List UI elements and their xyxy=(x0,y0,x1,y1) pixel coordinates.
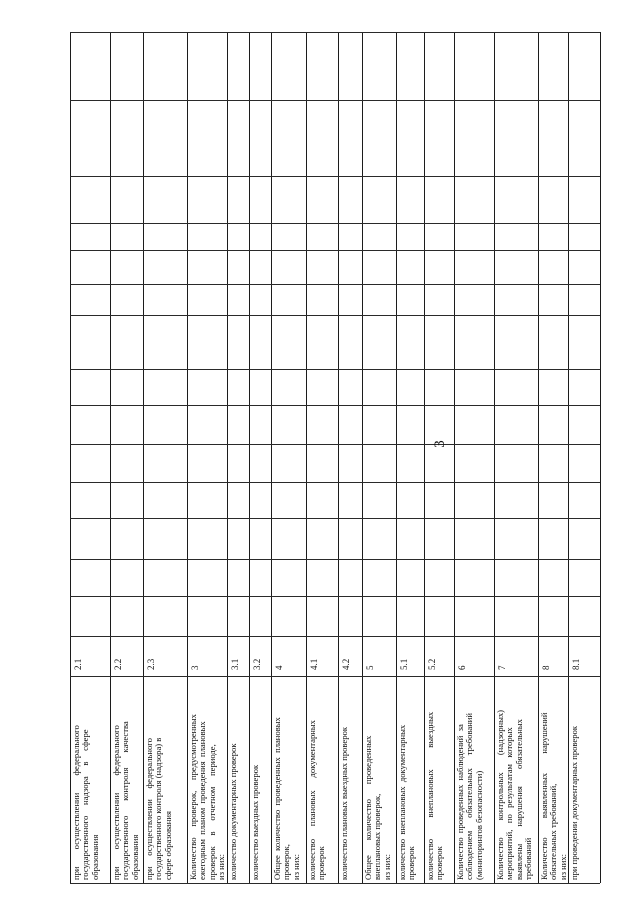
row-number: 3 xyxy=(190,665,200,670)
row-label-line: Количество проверок, предусмотренных xyxy=(188,714,198,880)
table-row-border xyxy=(249,32,250,883)
row-label-line: мероприятий, по результатам которых xyxy=(504,727,515,880)
row-label xyxy=(273,679,305,880)
row-label xyxy=(456,679,493,880)
row-label-line: (мониторингов безопасности) xyxy=(473,770,484,880)
table-column-border xyxy=(70,250,600,251)
row-label xyxy=(229,679,248,880)
table-column-border xyxy=(70,518,600,519)
row-label xyxy=(398,679,423,880)
table-column-border xyxy=(70,284,600,285)
row-label xyxy=(340,679,361,880)
row-label-line: образования xyxy=(89,834,100,880)
row-label-line: проверок xyxy=(434,846,445,880)
row-label xyxy=(112,679,142,880)
row-label-line: требований xyxy=(523,837,534,880)
row-number: 4.2 xyxy=(341,658,351,670)
row-label-line: внеплановых проверок, xyxy=(372,793,383,880)
row-label-line: Общее количество проведенных плановых xyxy=(272,717,282,880)
row-label-line: при проведении документарных проверок xyxy=(569,725,579,880)
table-column-border xyxy=(70,482,600,483)
table-column-border xyxy=(70,100,600,101)
row-label-line: количество документарных проверок xyxy=(228,743,238,880)
row-number: 8.1 xyxy=(571,658,581,670)
row-number: 5 xyxy=(365,665,375,670)
row-label-line: количество плановых документарных xyxy=(307,720,317,880)
row-label-line: проверок в отчетном периоде, xyxy=(206,744,217,880)
row-label-line: из них: xyxy=(216,853,227,880)
table-column-border xyxy=(70,559,600,560)
row-label-line: образования xyxy=(129,834,140,880)
row-label-line: выявлены нарушения обязательных xyxy=(513,719,524,880)
row-number: 3.1 xyxy=(230,658,240,670)
row-label-line: из них: xyxy=(381,853,392,880)
row-label-line: Общее количество проведенных xyxy=(363,735,373,880)
row-label-line: количество внеплановых выездных xyxy=(425,711,435,880)
row-label xyxy=(72,679,109,880)
row-number: 4.1 xyxy=(309,658,319,670)
row-number: 5.2 xyxy=(427,658,437,670)
row-number: 2.1 xyxy=(73,658,83,670)
row-number: 6 xyxy=(457,665,467,670)
row-label-line: Количество контрольных (надзорных) xyxy=(495,709,505,880)
row-label-line: сфере образования xyxy=(162,811,173,880)
row-label xyxy=(251,679,270,880)
table-row-border xyxy=(600,32,601,883)
row-label xyxy=(308,679,337,880)
row-label-line: при осуществлении федерального xyxy=(111,725,121,880)
row-label-line: проверок xyxy=(316,846,327,880)
row-label-line: при осуществлении федерального xyxy=(144,738,154,880)
table-column-border xyxy=(70,369,600,370)
row-label-line: из них: xyxy=(290,853,301,880)
row-label-line: количество выездных проверок xyxy=(250,764,260,880)
row-label-line: количество плановых выездных проверок xyxy=(339,726,349,880)
row-label-line: проверок xyxy=(406,846,417,880)
row-number: 4 xyxy=(274,665,284,670)
table-column-border xyxy=(70,315,600,316)
row-number: 2.2 xyxy=(113,658,123,670)
row-label-line: количество внеплановых документарных xyxy=(397,724,407,880)
table-column-border xyxy=(70,596,600,597)
table-column-border xyxy=(70,636,600,637)
table-column-border xyxy=(70,176,600,177)
row-number: 2.3 xyxy=(146,658,156,670)
row-label-line: проверок, xyxy=(281,844,292,880)
row-number: 5.1 xyxy=(399,658,409,670)
table-column-border xyxy=(70,883,600,884)
row-label-line: при осуществлении федерального xyxy=(71,725,81,880)
table-column-border xyxy=(70,223,600,224)
table-column-border xyxy=(70,676,600,677)
table-column-border xyxy=(70,444,600,445)
row-number: 3.2 xyxy=(252,658,262,670)
row-label xyxy=(364,679,395,880)
table-column-border xyxy=(70,32,600,33)
row-number: 7 xyxy=(497,665,507,670)
row-label xyxy=(189,679,226,880)
row-label xyxy=(426,679,453,880)
row-label-line: государственного контроля качества xyxy=(120,721,131,880)
row-label-line: обязательных требований, xyxy=(548,783,559,880)
row-label-line: государственного контроля (надзора) в xyxy=(153,737,164,880)
table-column-border xyxy=(70,405,600,406)
row-label xyxy=(145,679,186,880)
row-label xyxy=(570,679,599,880)
row-label-line: Количество проведенных наблюдений за xyxy=(455,724,465,880)
page-number: 3 xyxy=(432,440,448,448)
row-label xyxy=(540,679,567,880)
row-label-line: государственного надзора в сфере xyxy=(80,729,91,880)
row-label-line: соблюдением обязательных требований xyxy=(464,713,475,880)
row-label-line: ежегодным планом проведения плановых xyxy=(197,721,208,880)
row-label-line: Количество выявленных нарушений xyxy=(539,712,549,880)
row-number: 8 xyxy=(541,665,551,670)
row-label-line: из них: xyxy=(557,853,568,880)
row-label xyxy=(496,679,537,880)
